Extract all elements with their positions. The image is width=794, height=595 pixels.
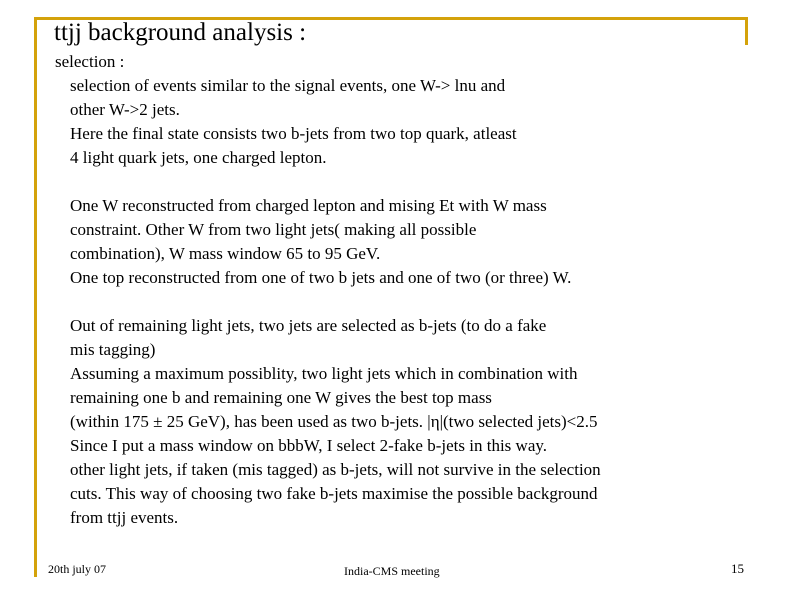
text-line: cuts. This way of choosing two fake b-jets maximise the possible background: [70, 484, 598, 503]
text-line: One top reconstructed from one of two b jets and one of two (or three) W.: [70, 268, 572, 287]
page-number: 15: [731, 561, 744, 576]
text-line: remaining one b and remaining one W gives the best top mass: [70, 388, 492, 407]
text-line: combination), W mass window 65 to 95 GeV.: [70, 244, 381, 263]
text-line: (within 175 ± 25 GeV), has been used as two b-jets. |η|(two selected jets)<2.5: [70, 412, 598, 431]
slide-title: ttjj background analysis :: [54, 19, 307, 46]
footer-date: 20th july 07: [48, 562, 107, 576]
text-line: other W->2 jets.: [70, 100, 180, 119]
section-heading: selection :: [55, 52, 125, 71]
text-line: Out of remaining light jets, two jets are selected as b-jets (to do a fake: [70, 316, 547, 335]
frame-left-rule: [34, 17, 37, 577]
text-line: constraint. Other W from two light jets( making all possible: [70, 220, 477, 239]
text-line: Assuming a maximum possiblity, two light jets which in combination with: [70, 364, 578, 383]
text-line: from ttjj events.: [70, 508, 179, 527]
text-line: selection of events similar to the signal events, one W-> lnu and: [70, 76, 506, 95]
text-line: other light jets, if taken (mis tagged) as b-jets, will not survive in the selection: [70, 460, 601, 479]
text-line: 4 light quark jets, one charged lepton.: [70, 148, 327, 167]
text-line: Here the final state consists two b-jets from two top quark, atleast: [70, 124, 517, 143]
frame-right-tick: [745, 17, 748, 45]
footer-meeting: India-CMS meeting: [344, 564, 440, 578]
text-line: Since I put a mass window on bbbW, I select 2-fake b-jets in this way.: [70, 436, 548, 455]
text-line: One W reconstructed from charged lepton and mising Et with W mass: [70, 196, 547, 215]
text-line: mis tagging): [70, 340, 156, 359]
